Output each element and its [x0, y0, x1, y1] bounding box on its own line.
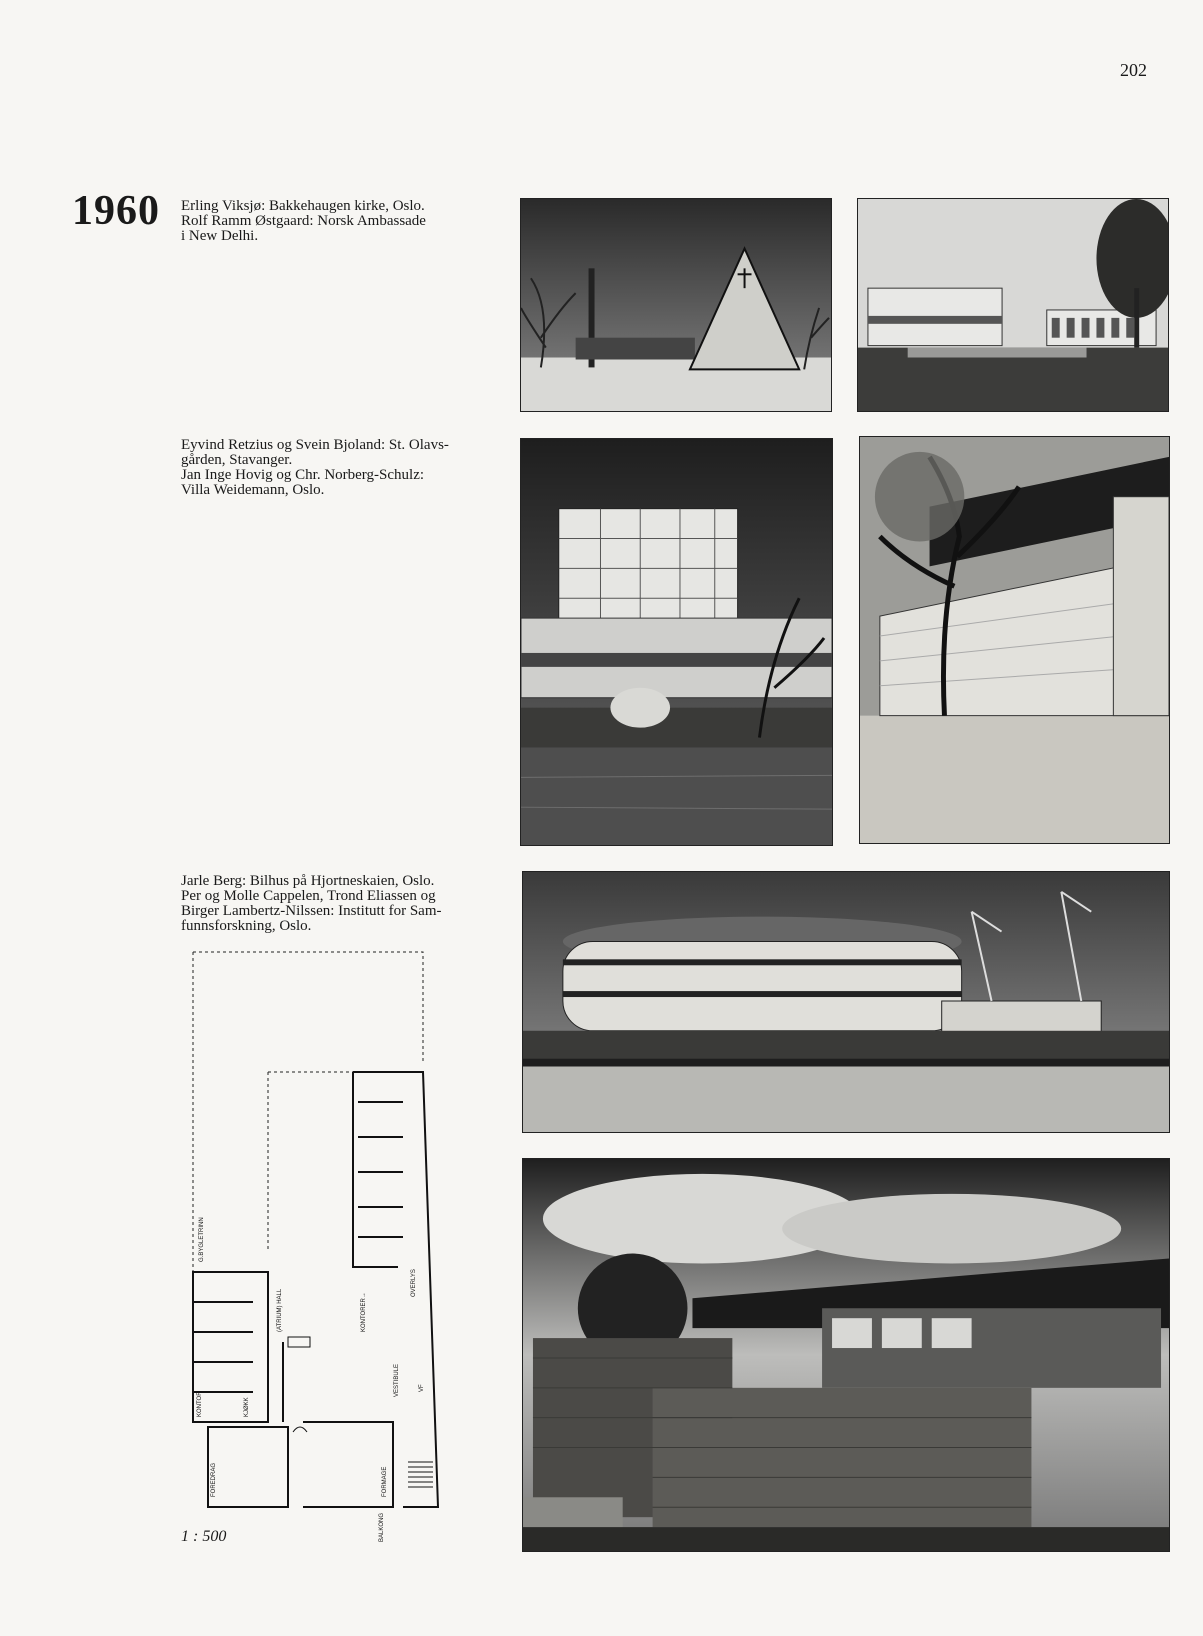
photo-institutt-samfunnsforskning	[522, 1158, 1170, 1552]
plan-label-foredrag: FOREDRAG	[211, 1462, 217, 1497]
caption-line: Birger Lambertz-Nilssen: Institutt for Sam-	[181, 903, 442, 919]
plan-label-kontorer: KONTORER→	[361, 1292, 367, 1332]
plan-label-formage: FORMAGE	[382, 1466, 388, 1497]
plan-label-vf: VF	[419, 1384, 425, 1392]
photo-st-olavsgarden	[520, 438, 833, 846]
plan-label-atrium: (ATRIUM) HALL	[277, 1288, 283, 1332]
caption-line: Per og Molle Cappelen, Trond Eliassen og	[181, 888, 436, 904]
floor-plan-drawing	[183, 942, 473, 1554]
caption-line: Jan Inge Hovig og Chr. Norberg-Schulz:	[181, 467, 425, 483]
caption-line: Villa Weidemann, Oslo.	[181, 482, 325, 498]
caption-olavsgarden-villa	[181, 438, 481, 498]
year-heading: 1960	[72, 188, 160, 234]
plan-label-vestibule: VESTIBULE	[394, 1363, 400, 1397]
plan-label-balkong: BALKONG	[379, 1512, 385, 1542]
plan-label-kontor: KONTOR	[197, 1391, 203, 1417]
photo-bilhus-hjortneskaien	[522, 871, 1170, 1133]
caption-bilhus-institutt	[181, 874, 481, 934]
caption-line: i New Delhi.	[181, 228, 259, 244]
caption-line: Rolf Ramm Østgaard: Norsk Ambassade	[181, 213, 426, 229]
plan-label-stair: G.BYGLETRINN	[199, 1217, 205, 1262]
photo-bakkehaugen-church	[520, 198, 832, 412]
photo-villa-weidemann	[859, 436, 1170, 844]
page-number: 202	[1120, 60, 1147, 80]
caption-line: funnsforskning, Oslo.	[181, 918, 312, 934]
caption-line: Erling Viksjø: Bakkehaugen kirke, Oslo.	[181, 198, 425, 214]
plan-scale: 1 : 500	[181, 1528, 227, 1545]
plan-label-overlys: OVERLYS	[411, 1269, 417, 1297]
caption-line: Eyvind Retzius og Svein Bjoland: St. Olavs-	[181, 437, 449, 453]
photo-norwegian-embassy	[857, 198, 1169, 412]
caption-line: Jarle Berg: Bilhus på Hjortneskaien, Oslo.	[181, 873, 435, 889]
caption-church-embassy	[181, 199, 481, 244]
caption-line: gården, Stavanger.	[181, 452, 293, 468]
plan-label-kjokken: KJØKK	[244, 1397, 250, 1417]
